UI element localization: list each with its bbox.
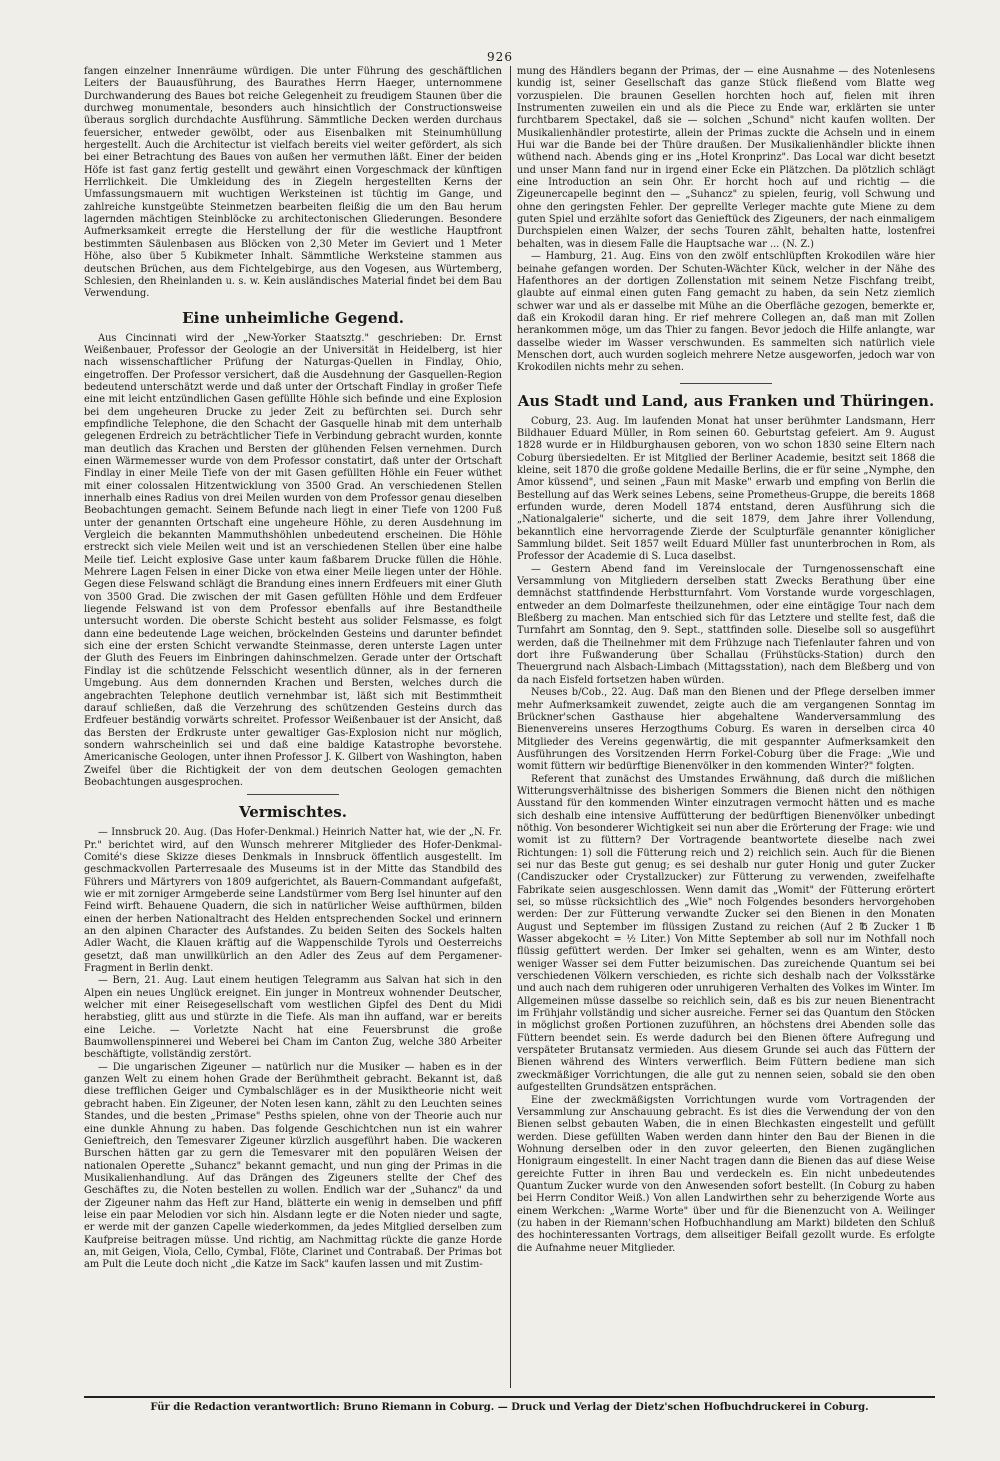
page-number: 926 xyxy=(487,50,513,64)
imprint-footer: Für die Redaction verantwortlich: Bruno Riemann in Coburg. — Druck und Verlag der Dietz'schen Hofbuchdruckerei in Coburg. xyxy=(150,1402,869,1413)
divider xyxy=(680,383,772,384)
section-heading: Aus Stadt und Land, aus Franken und Thüringen. xyxy=(517,391,935,410)
article-stadt-und-land xyxy=(517,416,935,1255)
paragraph: Eine der zweckmäßigsten Vorrichtungen wurde vom Vortragenden der Versammlung zur Anschauung gebracht. Es ist dies die Verwendung der von den Bienen selbst gebauten Waben, die in einen Blechkasten eingestellt und gefüllt werden. Diese gefüllten Waben werden dann hinter den Bau der Bienen in die Wohnung derselben oder in den zuvor geleerten, den Bienen zugänglichen Honigraum eingestellt. In einer Nacht tragen dann die Bienen das auf diese Weise gereichte Futter in ihren Bau und verdeckeln es. Ein nicht unbedeutendes Quantum Zucker wurde von den Anwesenden sofort bestellt. (In Coburg zu haben bei Herrn Conditor Weiß.) Von allen Landwirthen sehr zu beherzigende Worte aus einem Werkchen: „Warme Worte" über und für die Bienenzucht von A. Weilinger (zu haben in der Riemann'schen Hofbuchhandlung am Markt) bildeten den Schluß des hochinteressanten Vortrags, dem allseitiger Beifall gezollt wurde. Es erfolgte die Aufnahme neuer Mitglieder. xyxy=(517,1094,935,1254)
footer-rule xyxy=(84,1396,935,1398)
right-column xyxy=(517,66,935,1388)
paragraph: Coburg, 23. Aug. Im laufenden Monat hat unser berühmter Landsmann, Herr Bildhauer Eduard Müller, in Rom seinen 60. Geburtstag gefeiert. Am 9. August 1828 wurde er in Hildburghausen geboren, von wo schon 1830 seine Eltern nach Coburg übersiedelten. Er ist Mitglied der Berliner Academie, besitzt seit 1868 die kleine, seit 1870 die große goldene Medaille Berlins, die er für seine „Nymphe, den Amor küssend", und seinen „Faun mit Maske" erwarb und empfing von Berlin die Bestellung auf das Werk seines Lebens, seine Prometheus-Gruppe, die bereits 1868 erfunden wurde, deren Modell 1874 entstand, deren Ausführung sich die „Nationalgalerie" sicherte, und die seit 1879, dem Jahre ihrer Vollendung, bekanntlich eine hervorragende Zierde der Sculpturfäle genannter königlicher Sammlung bildet. Seit 1857 weilt Eduard Müller fast ununterbrochen in Rom, als Professor der Academie di S. Luca daselbst. xyxy=(517,415,935,563)
article-unheimliche-gegend xyxy=(84,333,502,790)
section-heading: Vermischtes. xyxy=(239,803,347,822)
intro-article xyxy=(84,66,502,301)
paragraph: — Bern, 21. Aug. Laut einem heutigen Telegramm aus Salvan hat sich in den Alpen ein neues Unglück ereignet. Ein junger in Montreux wohnender Deutscher, welcher mit einer Reisegesellschaft vom westlichen Gipfel des Dent du Midi herabstieg, glitt aus und stürzte in die Tiefe. Als man ihn auffand, war er bereits eine Leiche. — Vorletzte Nacht hat eine Feuersbrunst die große Baumwollenspinnerei und Weberei bei Cham im Canton Zug, welche 380 Arbeiter beschäftigte, vollständig zerstört. xyxy=(84,975,502,1061)
section-heading: Eine unheimliche Gegend. xyxy=(182,308,404,327)
paragraph: — Hamburg, 21. Aug. Eins von den zwölf entschlüpften Krokodilen wäre hier beinahe gefangen worden. Der Schuten-Wächter Kück, welcher in der Nähe des Hafenthores an der dortigen Zollenstation mit seinem Netze Fischfang treibt, glaubte auf einmal einen guten Fang gemacht zu haben, da sein Netz ziemlich schwer war und als er dasselbe mit Mühe an die Oberfläche gezogen, bemerkte er, daß ein Krokodil daran hing. Er rief mehrere Collegen an, daß man mit Zollen herankommen möge, um das Thier zu fangen. Bevor jedoch die Hilfe anlangte, war dasselbe wieder im Wasser verschwunden. Es sammelten sich natürlich viele Menschen dort, auch wurden sogleich mehrere Netze ausgeworfen, jedoch war von Krokodilen nichts mehr zu sehen. xyxy=(517,251,935,374)
paragraph: Aus Cincinnati wird der „New-Yorker Staatsztg." geschrieben: Dr. Ernst Weißenbauer, Professor der Geologie an der Universität in Heidelberg, ist hier nach wissenschaftlicher Prüfung der Naturgas-Quellen in Findlay, Ohio, eingetroffen. Der Professor versichert, daß die Ausdehnung der Gasquellen-Region bedeutend unterschätzt werde und daß unter der Ortschaft Findlay in großer Tiefe eine mit leicht entzündlichen Gasen gefüllte Höhle sich befinde und eine Explosion bei dem ungeheuren Drucke zu jeder Zeit zu befürchten sei. Durch sehr empfindliche Telephone, die den Schacht der Gasquelle hinab mit dem unterhalb gelegenen Erdreich zu beträchtlicher Tiefe in Verbindung gebracht wurden, konnte man deutlich das Krachen und Bersten der glühenden Felsen vernehmen. Durch einen Wärmemesser wurde von dem Professor constatirt, daß unter der Ortschaft Findlay in einer Meile Tiefe von der mit Gasen gefüllten Höhle ein Feuer wüthet mit einer colossalen Hitzentwicklung von 3500 Grad. An verschiedenen Stellen innerhalb eines Radius von drei Meilen wurden von dem Professor genau dieselben Beobachtungen gemacht. Seinem Befunde nach liegt in einer Tiefe von 1200 Fuß unter der genannten Ortschaft eine ungeheure Höhle, zu deren Ausdehnung im Vergleich die bekannten Mammuthshöhlen unbedeutend erscheinen. Die Höhle erstreckt sich viele Meilen weit und ist an verschiedenen Stellen über eine halbe Meile tief. Leicht explosive Gase unter kaum faßbarem Drucke füllen die Höhle. Mehrere Lagen Felsen in einer Dicke von etwa einer Meile liegen unter der Höhle. Gegen diese Felswand schlägt die Brandung eines innern Erdfeuers mit einer Gluth von 3500 Grad. Die zwischen der mit Gasen gefüllten Höhle und dem Erdfeuer liegende Felswand ist von dem Professor ebenfalls auf ihre Bestandtheile untersucht worden. Die oberste Schicht besteht aus solider Felsmasse, es folgt dann eine bedeutende Lage weichen, bröckelnden Gesteins und darunter befindet sich eine der ersten Schicht verwandte Steinmasse, deren unterste Lagen unter der Gluth des Feuers im Einbringen dahinschmelzen. Gerade unter der Ortschaft Findlay ist die schützende Felsschicht wesentlich dünner, als in der ferneren Umgebung. Aus dem donnernden Krachen und Bersten, welches durch die angebrachten Telephone deutlich vernehmbar ist, läßt sich mit Bestimmtheit darauf schließen, daß die Verzehrung des schützenden Gesteins durch das Erdfeuer beständig vorwärts schreitet. Professor Weißenbauer ist der Ansicht, daß das Bersten der Erdkruste unter gewaltiger Gas-Explosion nicht nur möglich, sondern wahrscheinlich sei und daß eine baldige Katastrophe bevorstehe. Americanische Geologen, unter ihnen Professor J. K. Gilbert von Washington, haben Zweifel über die Richtigkeit der von dem deutschen Geologen gemachten Beobachtungen ausgesprochen. xyxy=(84,332,502,788)
paragraph: fangen einzelner Innenräume würdigen. Die unter Führung des geschäftlichen Leiters der Bauausführung, des Baurathes Herrn Haeger, unternommene Durchwanderung des Baues bot reiche Gelegenheit zu freudigem Staunen über die durchweg monumentale, besonders auch hinsichtlich der Constructionsweise überaus sorglich durchdachte Ausführung. Sämmtliche Decken werden durchaus feuersicher, entweder gewölbt, oder aus Eisenbalken mit Steinumhüllung hergestellt. Auch die Architectur ist vielfach bereits viel weiter gefördert, als sich bei einer Betrachtung des Baues von außen her vermuthen läßt. Einer der beiden Höfe ist fast ganz fertig gestellt und gewährt einen Vorgeschmack der künftigen Herrlichkeit. Die Umkleidung des in Ziegeln hergestellten Kerns der Umfassungsmauern mit wuchtigen Werksteinen ist tüchtig im Gange, und zahlreiche kunstgeübte Steinmetzen bearbeiten fleißig die um den Bau herum lagernden mächtigen Steinblöcke zu architectonischen Gliederungen. Besondere Aufmerksamkeit erregte die Herstellung der für die westliche Hauptfront bestimmten Säulenbasen aus Blöcken von 2,30 Meter im Geviert und 1 Meter Höhe, also über 5 Kubikmeter Inhalt. Sämmtliche Werksteine stammen aus deutschen Brüchen, aus dem Fichtelgebirge, aus den Vogesen, aus Würtemberg, Schlesien, den Rheinlanden u. s. w. Kein ausländisches Material findet bei dem Bau Verwendung. xyxy=(84,66,502,300)
paragraph: mung des Händlers begann der Primas, der — eine Ausnahme — des Notenlesens kundig ist, seiner Gesellschaft das ganze Stück fließend vom Blatte weg vorzuspielen. Die braunen Gesellen horchten hoch auf, fielen mit ihren Instrumenten zuweilen ein und als die Piece zu Ende war, erklärten sie unter furchtbarem Spectakel, daß sie — solchen „Schund" nicht kaufen wollten. Der Musikalienhändler protestirte, allein der Primas zuckte die Achseln und in einem Hui war die Bande bei der Thüre draußen. Der Musikalienhändler blickte ihnen wüthend nach. Abends ging er ins „Hotel Kronprinz". Das Local war dicht besetzt und unser Mann fand nur in irgend einer Ecke ein Plätzchen. Da plötzlich schlägt eine Introduction an sein Ohr. Er horcht hoch auf und richtig — die Zigeunercapelle beginnt den — „Suhancz" zu spielen, feurig, voll Schwung und ohne den geringsten Fehler. Der geprellte Verleger machte gute Miene zu dem guten Spiel und erzählte sofort das Genieftück des Zigeuners, der nach einmaligem Durchspielen einen Walzer, der sechs Touren zählt, behalten hatte, lostenfrei behalten, was in diesem Falle die Hauptsache war ... (N. Z.) xyxy=(517,66,935,250)
article-vermischtes-continued xyxy=(517,66,935,375)
article-vermischtes xyxy=(84,827,502,1271)
paragraph: — Innsbruck 20. Aug. (Das Hofer-Denkmal.) Heinrich Natter hat, wie der „N. Fr. Pr." berichtet wird, auf den Wunsch mehrerer Mitglieder des Hofer-Denkmal-Comité's diese Skizze dieses Denkmals in Innsbruck öffentlich ausgestellt. Im geschmackvollen Parterresaale des Museums ist in der Mitte das Standbild des Führers und Märtyrers von 1809 aufgerichtet, als Bauern-Commandant aufgefaßt, wie er mit zorniger Armgeberde seine Landstürmer vom Berg Isel hinunter auf den Feind wirft. Behauene Quadern, die sich in natürlicher Weise aufthürmen, bilden einen der herben Nationaltracht des Helden entsprechenden Sockel und erinnern an den alpinen Character des Aufstandes. Zu beiden Seiten des Sockels halten Adler Wacht, die Klauen kräftig auf die Wappenschilde Tyrols und Oesterreichs gesetzt, daß man unwillkürlich an den Adler des Zeus auf dem Pergamener-Fragment in Berlin denkt. xyxy=(84,827,502,975)
left-column xyxy=(84,66,502,1388)
paragraph: Referent that zunächst des Umstandes Erwähnung, daß durch die mißlichen Witterungsverhältnisse des bisherigen Sommers die Bienen nicht den nöthigen Ausstand für den kommenden Winter einzutragen vermocht hätten und es mache sich deshalb eine intensive Auffütterung der bedürftigen Bienenvölker unbedingt nöthig. Von besonderer Wichtigkeit sei nun aber die Erörterung der Frage: wie und womit ist zu füttern? Der Vortragende beantwortete dieselbe nach zwei Richtungen: 1) soll die Fütterung reich und 2) reichlich sein. Auch für die Bienen sei nur das Beste gut genug; es sei deshalb nur guter Honig und guter Zucker (Candiszucker oder Crystallzucker) zur Fütterung zu verwenden, zweifelhafte Fabrikate seien ausgeschlossen. Wenn damit das „Womit" der Fütterung erörtert sei, so müsse rücksichtlich des „Wie" noch Folgendes besonders hervorgehoben werden: Der zur Fütterung verwandte Zucker sei den Bienen in den Monaten August und September im flüssigen Zustand zu reichen (Auf 2 ℔ Zucker 1 ℔ Wasser abgekocht = ½ Liter.) Von Mitte September ab soll nur im Nothfall noch flüssig gefüttert werden. Der Imker sei gehalten, wenn es am Winter, desto weniger Wasser sei dem Futter beizumischen. Das zureichende Quantum sei bei verschiedenen Völkern verschieden, es richte sich deshalb nach der Volksstärke und auch nach dem ruhigeren oder unruhigeren Verhalten des Volkes im Winter. Im Allgemeinen müsse dasselbe so reichlich sein, daß es bis zur neuen Bienentracht im Frühjahr vollständig und sicher ausreiche. Ferner sei das Quantum den Stöcken in möglichst großen Portionen zuzuführen, an höchstens drei Abenden solle das Füttern beendet sein. Es werde dadurch bei den Bienen öftere Aufregung und verspäteter Brutansatz vermieden. Aus diesem Grunde sei auch das Füttern der Bienen während des Winters verwerflich. Beim Füttern bediene man sich zweckmäßiger Vorrichtungen, die alle gut zu nennen seien, sobald sie den oben aufgestellten Grundsätzen entsprächen. xyxy=(517,773,935,1094)
divider xyxy=(247,794,339,795)
paragraph: — Die ungarischen Zigeuner — natürlich nur die Musiker — haben es in der ganzen Welt zu einem hohen Grade der Berühmtheit gebracht. Bekannt ist, daß diese trefflichen Geiger und Cymbalschläger es in der Musiktheorie nicht weit gebracht haben. Ein Zigeuner, der Noten lesen kann, zählt zu den Leuchten seines Standes, und die besten „Primase" Pesths spielen, ohne von der Theorie auch nur eine dunkle Ahnung zu haben. Das folgende Geschichtchen nun ist ein wahrer Genieftreich, den Temesvarer Zigeuner kürzlich ausgeführt haben. Die wackeren Burschen hätten gar zu gern die Temesvarer mit den populären Weisen der nationalen Operette „Suhancz" bekannt gemacht, und nun ging der Primas in die Musikalienhandlung. Auf das Drängen des Zigeuners stellte der Chef des Geschäftes zu, die Noten bestellen zu wollen. Endlich war der „Suhancz" da und der Zigeuner nahm das Heft zur Hand, blätterte ein wenig in demselben und pfiff leise ein paar Melodien vor sich hin. Alsdann legte er die Noten nieder und sagte, er werde mit der ganzen Capelle wiederkommen, da jedes Mitglied derselben zum Kaufpreise beitragen müsse. Und richtig, am Nachmittag rückte die ganze Horde an, mit Geigen, Viola, Cello, Cymbal, Flöte, Clarinet und Contrabaß. Der Primas bot am Pult die Leute doch nicht „die Katze im Sack" kaufen lassen und mit Zustim- xyxy=(84,1061,502,1271)
column-divider xyxy=(510,66,511,1388)
paragraph: Neuses b/Cob., 22. Aug. Daß man den Bienen und der Pflege derselben immer mehr Aufmerksamkeit zuwendet, zeigte auch die am vergangenen Sonntag im Brückner'schen Gasthause hier abgehaltene Wanderversammlung des Bienenvereins unseres Herzogthums Coburg. Es waren in derselben circa 40 Mitglieder des Vereins gegenwärtig, die mit gespannter Aufmerksamkeit den Ausführungen des Vorsitzenden Herrn Forkel-Coburg über die Frage: „Wie und womit füttern wir bedürftige Bienenvölker in den kommenden Winter?" folgten. xyxy=(517,687,935,773)
paragraph: — Gestern Abend fand im Vereinslocale der Turngenossenschaft eine Versammlung von Mitgliedern derselben statt Zwecks Berathung über eine demnächst stattfindende Herbstturnfahrt. Vom Vorstande wurde vorgeschlagen, entweder an dem Dolmarfeste theilzunehmen, oder eine eintägige Tour nach dem Bleßberg zu machen. Man entschied sich für das Letztere und stellte fest, daß die Turnfahrt am Sonntag, den 9. Sept., stattfinden solle. Dieselbe soll so ausgeführt werden, daß die Theilnehmer mit dem Frühzuge nach Tiefenlauter fahren und von dort ihre Fußwanderung über Schallau (Frühstücks-Station) durch den Theuergrund nach Alsbach-Limbach (Mittagsstation), nach dem Bleßberg und von da nach Eisfeld fortsetzen haben würden. xyxy=(517,563,935,686)
